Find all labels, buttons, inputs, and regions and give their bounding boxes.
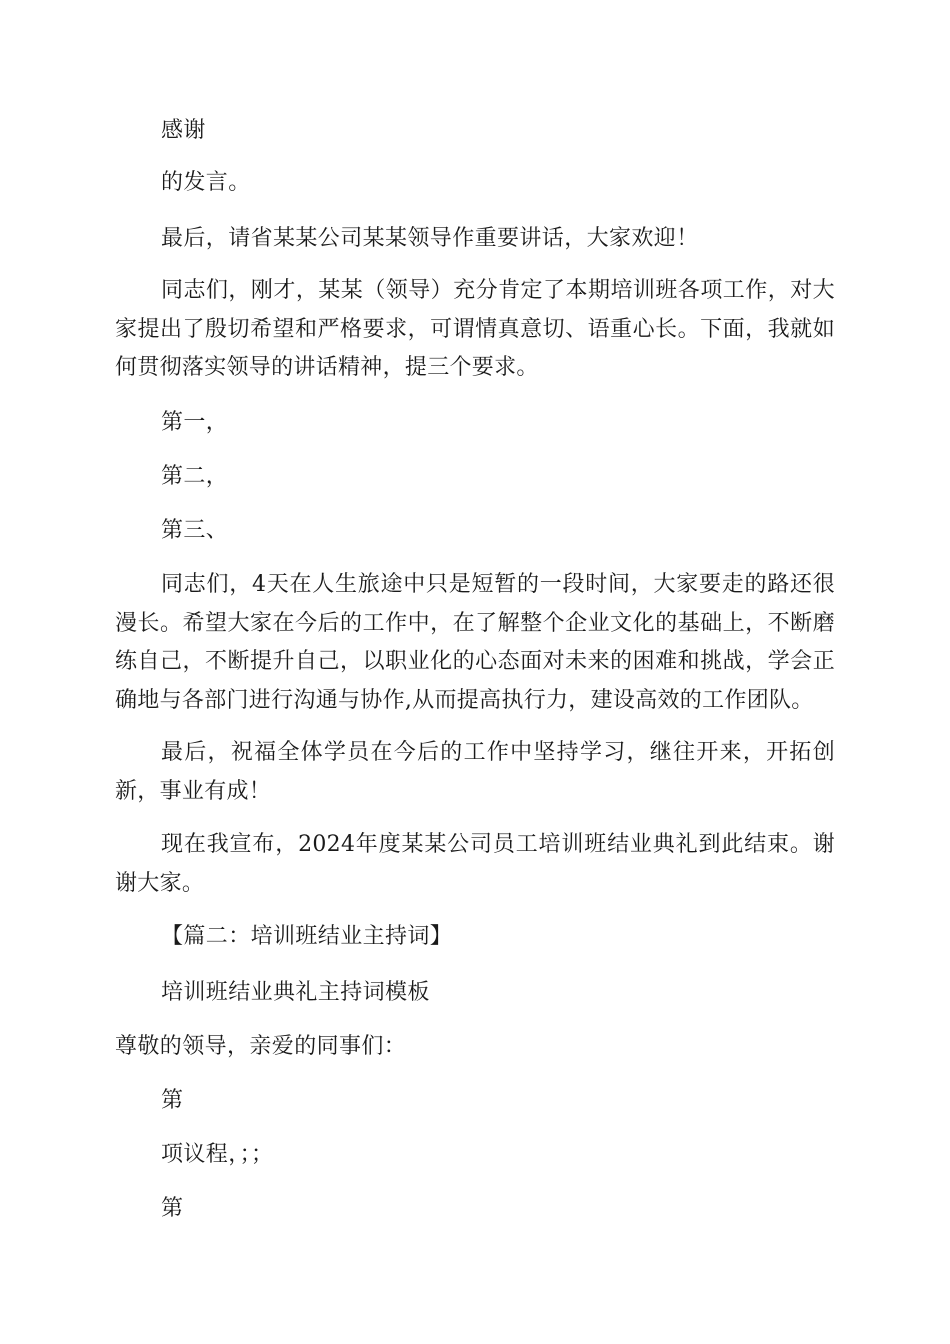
paragraph-third: 第三、: [161, 518, 229, 543]
paragraph-agenda-item: 项议程，；；: [161, 1142, 274, 1167]
paragraph-second: 第二，: [161, 464, 229, 489]
paragraph-encouragement: 同志们，4天在人生旅途中只是短暂的一段时间，大家要走的路还很漫长。希望大家在今后的工作中，在了解整个企业文化的基础上，不断磨练自己，不断提升自己，以职业化的心态面对未来的困难和挑战，学会正确地与各部门进行沟通与协作,从而提高执行力，建设高效的工作团队。: [115, 572, 835, 713]
paragraph-leader-invite: 最后，请省某某公司某某领导作重要讲话，大家欢迎！: [161, 226, 699, 251]
paragraph-thanks: 感谢: [161, 118, 206, 143]
paragraph-closing-announcement: 现在我宣布，2024年度某某公司员工培训班结业典礼到此结束。谢谢大家。: [115, 832, 835, 896]
paragraph-blessing: 最后，祝福全体学员在今后的工作中坚持学习，继往开来，开拓创新，事业有成！: [115, 740, 835, 804]
section-heading: 【篇二：培训班结业主持词】: [161, 924, 453, 949]
salutation: 尊敬的领导，亲爱的同事们：: [115, 1034, 407, 1059]
paragraph-agenda-number-2: 第: [161, 1196, 184, 1221]
paragraph-agenda-number: 第: [161, 1088, 184, 1113]
paragraph-speech-end: 的发言。: [161, 170, 251, 195]
paragraph-first: 第一，: [161, 410, 229, 435]
paragraph-three-requirements: 同志们，刚才，某某（领导）充分肯定了本期培训班各项工作，对大家提出了殷切希望和严格要求，可谓情真意切、语重心长。下面，我就如何贯彻落实领导的讲话精神，提三个要求。: [115, 278, 835, 380]
template-title: 培训班结业典礼主持词模板: [161, 980, 430, 1005]
